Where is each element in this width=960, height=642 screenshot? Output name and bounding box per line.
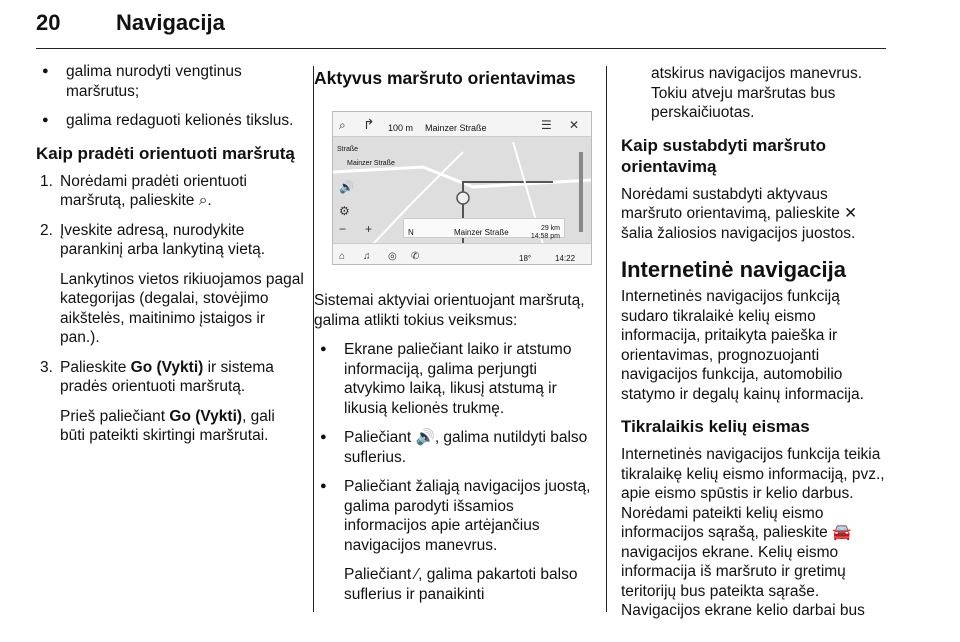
step-text: Įveskite adresą, nurodykite parankinį arba lankytiną vietą. <box>60 221 266 258</box>
list-item <box>36 358 304 397</box>
home-icon[interactable]: ⌂ <box>339 251 346 262</box>
gear-icon[interactable]: ⚙ <box>339 204 350 218</box>
current-street: Mainzer Straße <box>454 228 509 237</box>
chapter-heading: Internetinė navigacija <box>621 257 846 282</box>
step-text: Norėdami pradėti orientuoti maršrutą, palieskite ⌕. <box>60 172 247 209</box>
page-title: Navigacija <box>116 10 225 35</box>
navigation-icon[interactable]: ◎ <box>388 251 397 262</box>
paragraph: Internetinės navigacijos funkciją sudaro tikralaikė kelių eismo informacija, pritaikyta paieška ir orientavimas, prognozuojanti navigacijos funkcija, automobilio statymo ir degalų kainų informacija. <box>621 288 864 403</box>
zoom-in-icon[interactable]: + <box>365 222 373 236</box>
remaining-distance: 29 km <box>540 225 560 232</box>
note-bold: Go (Vykti) <box>169 407 243 425</box>
temperature: 18° <box>519 254 532 263</box>
close-icon[interactable]: ✕ <box>569 118 580 132</box>
step-text: ir sistema pradės orientuoti maršrutą. <box>60 358 274 395</box>
column-1 <box>36 62 304 446</box>
list-item: ● galima nurodyti vengtinus maršrutus; <box>36 62 304 101</box>
map-label: Mainzer Straße <box>347 160 395 167</box>
section-heading: Aktyvus maršruto orientavimas <box>314 68 576 88</box>
note-text: , gali būti pateikti skirtingi maršrutai. <box>60 407 275 444</box>
phone-icon[interactable]: ✆ <box>411 251 420 262</box>
header-rule <box>36 48 886 49</box>
guidance-bar[interactable] <box>333 112 591 137</box>
list-icon[interactable]: ☰ <box>541 118 552 132</box>
step-bold: Go (Vykti) <box>130 358 204 376</box>
step-text: Palieskite <box>60 358 131 376</box>
arrival-time: 14:58 pm <box>530 233 560 240</box>
paragraph: Norėdami sustabdyti aktyvaus maršruto orientavimą, palieskite ✕ šalia žaliosios navigacijos juostos. <box>621 185 858 242</box>
step-number: 1. <box>40 172 53 190</box>
list-item: ● galima redaguoti kelionės tikslus. <box>36 111 304 131</box>
street-name: Mainzer Straße <box>425 123 487 133</box>
list-item: ● Paliečiant žaliąją navigacijos juostą, galima parodyti išsamios informacijos apie artėjančius navigacijos manevrus. <box>314 477 600 555</box>
page-header <box>36 8 886 42</box>
search-icon[interactable]: ⌕ <box>339 118 346 132</box>
bullet-note: Paliečiant ⁄, galima pakartoti balso suflerius ir panaikinti <box>344 566 578 603</box>
compass: N <box>408 228 414 237</box>
zoom-out-icon[interactable]: − <box>339 222 347 236</box>
list-item <box>36 172 304 211</box>
section-heading: Kaip pradėti orientuoti maršrutą <box>36 143 295 163</box>
section-heading: Tikralaikis kelių eismas <box>621 417 810 436</box>
speaker-icon[interactable]: 🔊 <box>339 180 354 194</box>
column-2 <box>314 64 600 604</box>
paragraph: Internetinės navigacijos funkcija teikia tikralaikę kelių eismo informaciją, pvz., apie eismo spūstis ir kelio darbus. Norėdami pateikti kelių eismo informacijos sąrašą, palieskite 🚘 navigacijos ekrane. Kelių eismo informacija iš maršruto ir gretimų teritorijų bus pateikta sąraše. Navigacijos ekrane kelio darbai bus <box>621 446 885 619</box>
turn-right-icon: ↱ <box>363 116 375 132</box>
navigation-screenshot <box>332 111 592 265</box>
clock: 14:22 <box>555 254 576 263</box>
page-number: 20 <box>36 10 61 35</box>
list-item <box>36 221 304 260</box>
paragraph: Sistemai aktyviai orientuojant maršrutą, galima atlikti tokius veiksmus: <box>314 292 585 329</box>
note-text: Prieš paliečiant <box>60 407 170 425</box>
column-divider <box>606 66 607 612</box>
step-note <box>36 407 304 446</box>
paragraph: atskirus navigacijos manevrus. Tokiu atveju maršrutas bus perskaičiuotas. <box>651 65 863 121</box>
music-icon[interactable]: ♫ <box>363 251 371 262</box>
list-item: ● Ekrane paliečiant laiko ir atstumo informaciją, galima perjungti atvykimo laiką, likusį atstumą ir likusią kelionės trukmę. <box>314 340 600 418</box>
step-note: Lankytinos vietos rikiuojamos pagal kategorijas (degalai, stovėjimo aikštelės, maitinimo įstaigos ir pan.). <box>60 270 304 346</box>
turn-distance: 100 m <box>388 123 414 133</box>
route-info-bar[interactable] <box>403 218 565 238</box>
column-3 <box>621 64 891 621</box>
list-item: ● Paliečiant 🔊, galima nutildyti balso suflerius. <box>314 428 600 467</box>
status-bar <box>333 243 591 264</box>
step-number: 2. <box>40 221 53 239</box>
section-heading: Kaip sustabdyti maršruto orientavimą <box>621 135 826 176</box>
step-number: 3. <box>40 358 53 376</box>
map-label: Straße <box>337 146 359 153</box>
